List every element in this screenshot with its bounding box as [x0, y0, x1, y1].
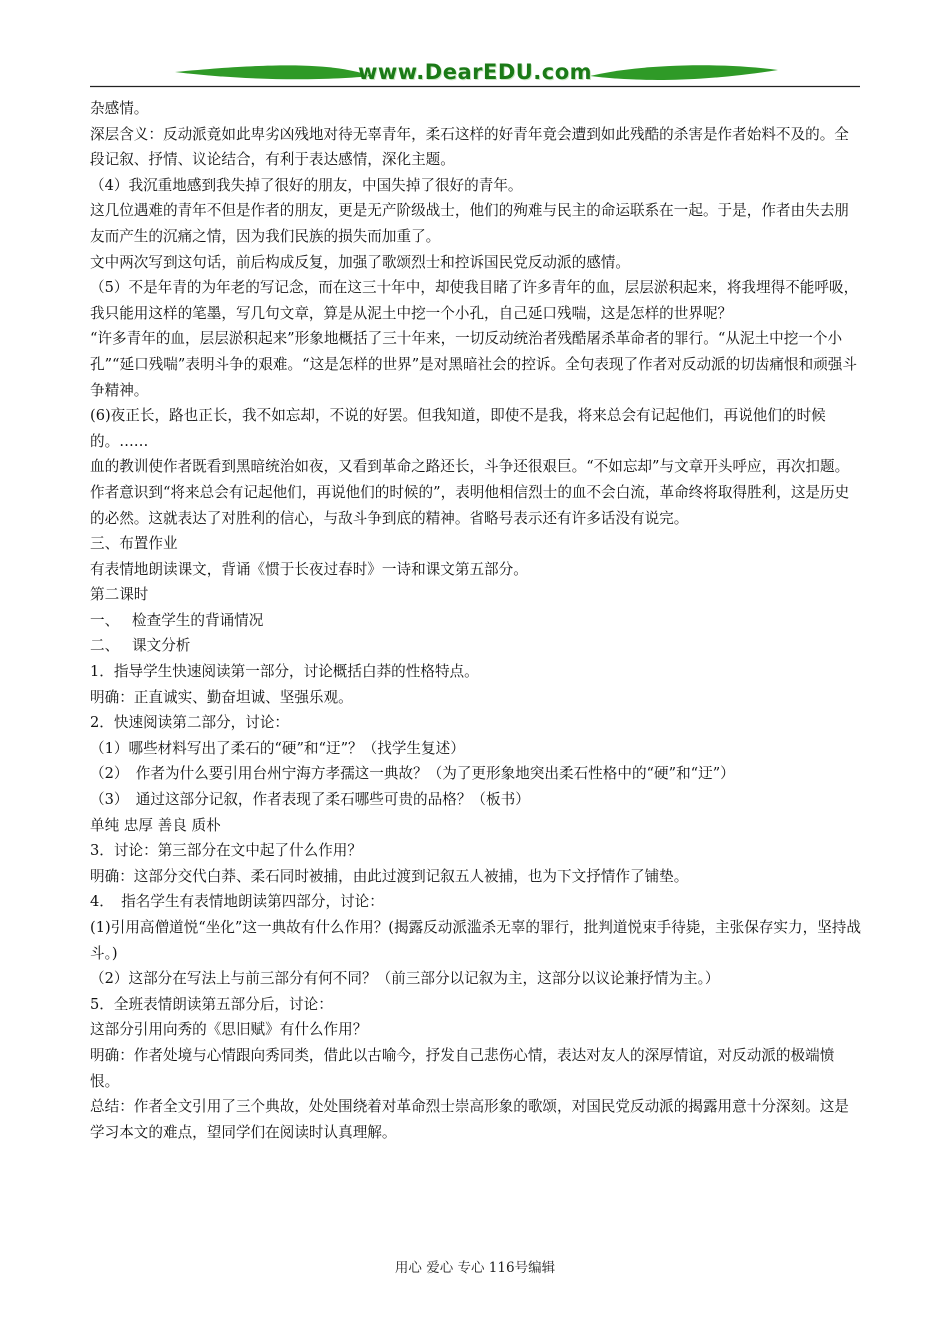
paragraph: “许多青年的血，层层淤积起来”形象地概括了三十年来，一切反动统治者残酷屠杀革命者的罪行。“从泥土中挖一个小孔”“延口残喘”表明斗争的艰难。“这是怎样的世界”是对黑暗社会的控诉。全句表现了作者对反动派的切齿痛恨和顽强斗争精神。: [90, 330, 857, 399]
paragraph: (1)引用高僧道悦“坐化”这一典故有什么作用？(揭露反动派滥杀无辜的罪行，批判道悦束手待毙，主张保存实力，坚持战斗。): [90, 919, 861, 962]
paragraph: (6)夜正长，路也正长，我不如忘却，不说的好罢。但我知道，即使不是我，将来总会有记起他们，再说他们的时候的。……: [90, 407, 826, 450]
paragraph: （2）这部分在写法上与前三部分有何不同？（前三部分以记叙为主，这部分以议论兼抒情为主。）: [90, 970, 720, 988]
paragraph: 杂感情。: [90, 100, 149, 117]
list-item-text: 检查学生的背诵情况: [132, 611, 264, 629]
paragraph: 5．全班表情朗读第五部分后，讨论：: [90, 995, 333, 1013]
paragraph: 有表情地朗读课文，背诵《惯于长夜过春时》一诗和课文第五部分。: [90, 560, 528, 578]
paragraph: 明确：正直诚实、勤奋坦诚、坚强乐观。: [90, 688, 353, 706]
page-header: [0, 0, 950, 92]
paragraph: 单纯 忠厚 善良 质朴: [90, 816, 221, 834]
site-logo-text: www.DearEDU.com: [357, 60, 593, 84]
paragraph: 明确：作者处境与心情跟向秀同类，借此以古喻今，抒发自己悲伤心情，表达对友人的深厚情谊，对反动派的极端愤恨。: [90, 1046, 835, 1090]
list-marker: 二、: [90, 637, 120, 655]
page-footer: 用心 爱心 专心 116号编辑: [394, 1260, 556, 1276]
section-heading: 三、布置作业: [90, 535, 178, 553]
document-body: [90, 96, 862, 1145]
paragraph: 4． 指名学生有表情地朗读第四部分，讨论：: [90, 893, 384, 911]
list-item: [90, 608, 862, 634]
paragraph: 这几位遇难的青年不但是作者的朋友，更是无产阶级战士，他们的殉难与民主的命运联系在一起。于是，作者由失去朋友而产生的沉痛之情，因为我们民族的损失而加重了。: [90, 202, 849, 245]
paragraph: 血的教训使作者既看到黑暗统治如夜，又看到革命之路还长，斗争还很艰巨。“不如忘却”与文章开头呼应，再次扣题。作者意识到“将来总会有记起他们，再说他们的时候的”，表明他相信烈士的血不会白流，革命终将取得胜利，这是历史的必然。这就表达了对胜利的信心，与敌斗争到底的精神。省略号表示还有许多话没有说完。: [90, 458, 850, 527]
paragraph: 深层含义：反动派竟如此卑劣凶残地对待无辜青年，柔石这样的好青年竟会遭到如此残酷的杀害是作者始料不及的。全段记叙、抒情、议论结合，有利于表达感情，深化主题。: [90, 125, 849, 169]
paragraph: 3．讨论：第三部分在文中起了什么作用？: [90, 842, 362, 860]
paragraph: （2） 作者为什么要引用台州宁海方孝孺这一典故？（为了更形象地突出柔石性格中的“硬”和“迂”）: [90, 765, 735, 783]
paragraph: （4）我沉重地感到我失掉了很好的朋友，中国失掉了很好的青年。: [90, 176, 523, 194]
paragraph: （5）不是年青的为年老的写记念，而在这三十年中，却使我目睹了许多青年的血，层层淤积起来，将我埋得不能呼吸，我只能用这样的笔墨，写几句文章，算是从泥土中挖一个小孔，自己延口残喘，这是怎样的世界呢？: [90, 279, 859, 322]
list-marker: 一、: [90, 611, 120, 629]
paragraph: 1．指导学生快速阅读第一部分，讨论概括白莽的性格特点。: [90, 663, 479, 681]
paragraph: 这部分引用向秀的《思旧赋》有什么作用？: [90, 1021, 368, 1039]
paragraph: （3） 通过这部分记叙，作者表现了柔石哪些可贵的品格？（板书）: [90, 791, 530, 809]
paragraph: （1）哪些材料写出了柔石的“硬”和“迂”？（找学生复述）: [90, 739, 465, 757]
paragraph: 文中两次写到这句话，前后构成反复，加强了歌颂烈士和控诉国民党反动派的感情。: [90, 253, 630, 271]
list-item: [90, 633, 862, 659]
paragraph: 明确：这部分交代白莽、柔石同时被捕，由此过渡到记叙五人被捕，也为下文抒情作了铺垫。: [90, 867, 689, 885]
paragraph: 总结：作者全文引用了三个典故，处处围绕着对革命烈士崇高形象的歌颂，对国民党反动派的揭露用意十分深刻。这是学习本文的难点，望同学们在阅读时认真理解。: [90, 1098, 849, 1141]
paragraph: 2．快速阅读第二部分，讨论：: [90, 714, 290, 732]
list-item-text: 课文分析: [132, 637, 191, 655]
section-heading: 第二课时: [90, 586, 149, 604]
